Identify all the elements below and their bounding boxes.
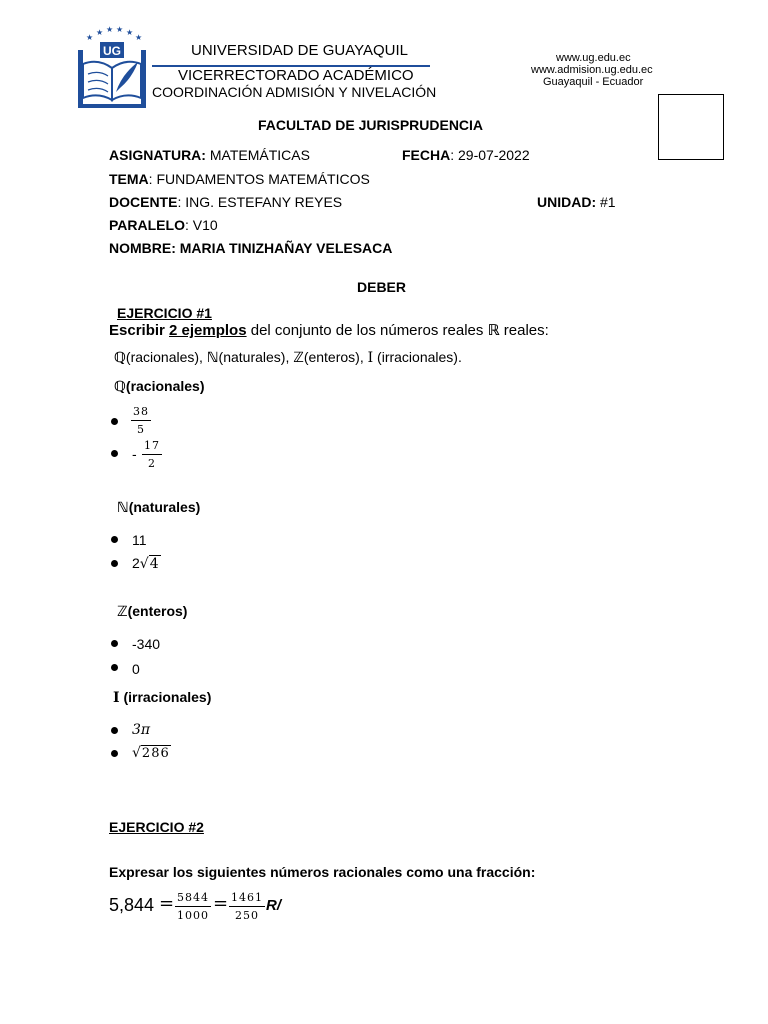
ejercicio2-instruction: Expresar los siguientes números racionales como una fracción: bbox=[109, 864, 536, 880]
tema-label: TEMA bbox=[109, 171, 149, 187]
fraction-17-2 bbox=[142, 439, 162, 470]
logo-star: ★ bbox=[135, 33, 143, 42]
set-symbol: ℤ bbox=[117, 604, 128, 620]
location: Guayaquil - Ecuador bbox=[543, 76, 644, 88]
root-coefficient: 2 bbox=[132, 555, 140, 571]
equals-sign: = bbox=[159, 893, 175, 914]
logo-text: UG bbox=[103, 44, 121, 58]
fecha-line bbox=[402, 147, 530, 163]
set-name: (enteros), bbox=[303, 349, 368, 365]
unidad-value: #1 bbox=[596, 194, 616, 210]
denominator: 5 bbox=[137, 423, 145, 436]
logo-star: ★ bbox=[116, 26, 124, 34]
instr-part: reales: bbox=[499, 322, 549, 339]
root-expression bbox=[132, 745, 171, 761]
bullet bbox=[111, 450, 118, 457]
sets-line bbox=[114, 349, 462, 366]
ejercicio1-heading: EJERCICIO #1 bbox=[117, 305, 212, 321]
numerator: 1461 bbox=[229, 891, 265, 907]
denominator: 1000 bbox=[177, 909, 209, 922]
website-admision: www.admision.ug.edu.ec bbox=[531, 64, 653, 76]
root-expression bbox=[132, 555, 161, 572]
fecha-label: FECHA bbox=[402, 147, 451, 163]
denominator: 2 bbox=[148, 457, 156, 470]
bullet bbox=[111, 536, 118, 543]
radicand: 286 bbox=[141, 746, 170, 761]
enteros-heading bbox=[117, 603, 187, 620]
sqrt-icon: √ bbox=[132, 745, 141, 761]
set-name: (irracionales) bbox=[119, 689, 212, 705]
racionales-heading bbox=[114, 378, 205, 395]
naturales-heading bbox=[117, 499, 200, 516]
equals-sign: = bbox=[213, 893, 229, 914]
irracionales-heading bbox=[113, 689, 211, 706]
natural-item: 11 bbox=[132, 532, 147, 548]
bullet bbox=[111, 560, 118, 567]
tema-value: : FUNDAMENTOS MATEMÁTICOS bbox=[148, 171, 370, 187]
set-symbol: ℕ bbox=[117, 500, 129, 516]
answer-label: R/ bbox=[266, 897, 281, 914]
set-name: (irracionales). bbox=[373, 349, 462, 365]
document-title: DEBER bbox=[357, 279, 407, 295]
asignatura-label: ASIGNATURA: bbox=[109, 147, 206, 163]
paralelo-label: PARALELO bbox=[109, 217, 185, 233]
docente-value: : ING. ESTEFANY REYES bbox=[177, 194, 343, 210]
bullet bbox=[111, 727, 118, 734]
instr-part: del conjunto de los números reales bbox=[246, 322, 488, 339]
set-symbol: I bbox=[113, 690, 120, 706]
instr-emphasis: 2 ejemplos bbox=[169, 322, 247, 339]
logo-star: ★ bbox=[86, 33, 94, 42]
website-ug: www.ug.edu.ec bbox=[556, 52, 631, 64]
asignatura-line bbox=[109, 147, 310, 163]
numerator: 5844 bbox=[175, 891, 211, 907]
bullet bbox=[111, 664, 118, 671]
fraction-sign: - bbox=[132, 446, 137, 462]
integer-item: 0 bbox=[132, 661, 140, 677]
set-name: (racionales) bbox=[125, 378, 205, 394]
irrational-item: 3π bbox=[132, 722, 151, 738]
ejercicio1-instruction bbox=[109, 321, 549, 339]
vicerrectorado: VICERRECTORADO ACADÉMICO bbox=[178, 67, 414, 84]
radicand: 4 bbox=[149, 556, 160, 572]
unidad-line bbox=[537, 194, 616, 210]
logo-star: ★ bbox=[96, 28, 104, 37]
coordinacion: COORDINACIÓN ADMISIÓN Y NIVELACIÓN bbox=[152, 84, 437, 100]
paralelo-value: : V10 bbox=[184, 217, 218, 233]
decimal-value: 5,844 bbox=[109, 895, 155, 915]
university-name: UNIVERSIDAD DE GUAYAQUIL bbox=[191, 42, 408, 59]
fraction-1461-250 bbox=[229, 891, 265, 922]
bullet bbox=[111, 640, 118, 647]
set-name: (racionales), bbox=[125, 349, 207, 365]
set-symbol: ℚ bbox=[114, 350, 126, 366]
set-name: (naturales) bbox=[128, 499, 201, 515]
docente-label: DOCENTE bbox=[109, 194, 178, 210]
set-name: (enteros) bbox=[127, 603, 188, 619]
asignatura-value: MATEMÁTICAS bbox=[205, 147, 310, 163]
docente-line bbox=[109, 194, 342, 210]
reals-symbol: ℝ bbox=[487, 321, 500, 339]
logo-star: ★ bbox=[126, 28, 134, 37]
bullet bbox=[111, 750, 118, 757]
numerator: 17 bbox=[142, 439, 162, 455]
logo-star: ★ bbox=[106, 26, 114, 34]
fecha-value: : 29-07-2022 bbox=[450, 147, 530, 163]
sqrt-icon: √ bbox=[139, 556, 149, 572]
denominator: 250 bbox=[235, 909, 259, 922]
set-symbol: ℕ bbox=[206, 350, 219, 366]
fraction-38-5 bbox=[131, 405, 151, 436]
bullet bbox=[111, 418, 118, 425]
ejercicio2-heading: EJERCICIO #2 bbox=[109, 819, 204, 835]
fraction-5844-1000 bbox=[175, 891, 211, 922]
paralelo-line bbox=[109, 217, 218, 233]
tema-line bbox=[109, 171, 370, 187]
faculty-title: FACULTAD DE JURISPRUDENCIA bbox=[258, 117, 484, 133]
university-logo bbox=[72, 26, 152, 110]
photo-box bbox=[658, 94, 724, 160]
integer-item: -340 bbox=[132, 636, 161, 652]
set-name: (naturales), bbox=[218, 349, 294, 365]
instr-part: Escribir bbox=[109, 322, 170, 339]
unidad-label: UNIDAD: bbox=[537, 194, 597, 210]
student-name: NOMBRE: MARIA TINIZHAÑAY VELESACA bbox=[109, 240, 393, 256]
numerator: 38 bbox=[131, 405, 151, 421]
set-symbol: ℤ bbox=[293, 350, 304, 366]
set-symbol: I bbox=[367, 350, 374, 366]
set-symbol: ℚ bbox=[114, 379, 126, 395]
